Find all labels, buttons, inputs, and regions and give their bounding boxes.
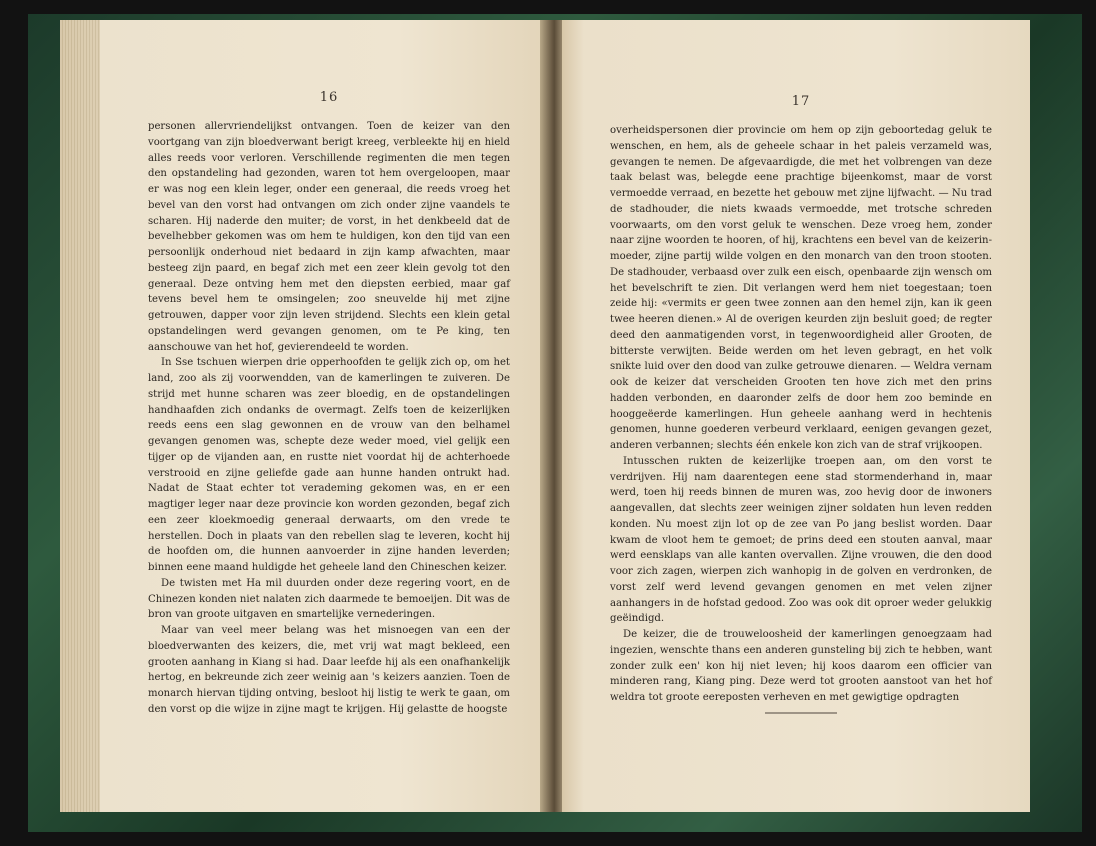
page-edges — [60, 20, 100, 812]
signature-mark — [765, 712, 837, 714]
left-page-text — [148, 119, 510, 718]
left-page — [60, 20, 544, 812]
right-page — [562, 20, 1030, 812]
right-paragraph: De keizer, die de trouweloosheid der kamerlingen genoegzaam had ingezien, wenschte thans een anderen gunsteling bij zich te hebben, want zonder zulk een' kon hij niet leven; hij koos daarom een officier van minderen rang, Kiang ping. Deze werd tot grooten aanstoot van het hof weldra tot groote eereposten verheven en met gewigtige opdragten — [610, 629, 992, 703]
right-page-number: 17 — [791, 94, 811, 109]
left-paragraph: De twisten met Ha mil duurden onder deze regering voort, en de Chinezen konden niet nalaten zich daarmede te bemoeijen. Dit was de bron van groote uitgaven en smartelijke vernederingen. — [148, 577, 510, 621]
left-paragraph: Maar van veel meer belang was het misnoegen van een der bloedverwanten des keizers, die, met vrij wat magt bekleed, een grooten aanhang in Kiang si had. Daar leefde hij als een onafhankelijk hertog, en bekreunde zich zeer weinig aan 's keizers aanzien. Toen de monarch hiervan tijding ontving, besloot hij listig te werk te gaan, om den vorst op die wijze in zijne magt te krijgen. Hij gelastte de hoogste — [148, 625, 510, 715]
right-paragraph: overheidspersonen dier provincie om hem op zijn geboortedag geluk te wenschen, en hem, als de geheele schaar in het paleis verzameld was, gevangen te nemen. De afgevaardigde, die met het volbrengen van deze taak belast was, belegde eene prachtige bijeenkomst, maar de vorst vermoedde verraad, en bezette het gebouw met zijne lijfwacht. — Nu trad de stadhouder, die niets kwaads vermoedde, met trotsche schreden voorwaarts, om den vorst geluk te wenschen. Deze vroeg hem, zonder naar zijne woorden te hooren, of hij, krachtens een bevel van de keizerin-moeder, zijne partij wilde volgen en den monarch van den troon stooten. De stadhouder, verbaasd over zulk een eisch, openbaarde zijn wensch om het bevelschrift te zien. Dit verlangen werd hem niet toegestaan; toen zeide hij: «vermits er geen twee zonnen aan den hemel zijn, kan ik geen twee heeren dienen.» Al de overigen keurden zijn besluit goed; de regter deed den aanmatigenden vorst, in tegenwoordigheid aller Grooten, de bitterste verwijten. Beide werden om het leven gebragt, en het volk snikte luid over den dood van zulke getrouwe dienaren. — Weldra vernam ook de keizer dat verscheiden Grooten ten hove zich met den prins hadden verbonden, en daaronder zelfs de door hem zoo beminde en hooggeëerde kamerlingen. Hun geheele aanhang werd in hechtenis genomen, hunne goederen verbeurd verklaard, eenigen gevangen gezet, anderen verbannen; slechts één enkele kon zich van de straf vrijkoopen. — [610, 125, 992, 451]
right-paragraph: Intusschen rukten de keizerlijke troepen aan, om den vorst te verdrijven. Hij nam daarentegen eene stad stormenderhand in, maar werd, toen hij reeds binnen de muren was, zoo hevig door de inwoners aangevallen, dat slechts zeer weinigen zijner soldaten hun leven redden konden. Nu moest zijn lot op de zee van Po jang beslist worden. Daar kwam de vloot hem te gemoet; de prins deed een stouten aanval, maar werd eensklaps van alle kanten overvallen. Zijne vrouwen, die den dood voor zich zagen, wierpen zich wanhopig in de golven en verdronken, de vorst zelf werd levend gevangen genomen en met velen zijner aanhangers in de hofstad gedood. Zoo was ook dit oproer weder gelukkig geëindigd. — [610, 455, 992, 625]
right-page-text — [610, 123, 992, 706]
left-paragraph: In Sse tschuen wierpen drie opperhoofden te gelijk zich op, om het land, zoo als zij voorwendden, van de kamerlingen te zuiveren. De strijd met hunne scharen was zeer bloedig, en de opstandelingen handhaafden zich ondanks de overmagt. Zelfs toen de keizerlijken reeds eens een slag gewonnen en de vrouw van den belhamel gevangen genomen was, schepte deze weder moed, viel gelijk een tijger op de vijanden aan, en rustte niet voordat hij de achterhoede verstrooid en zijne geliefde gade aan hunne handen ontrukt had. Nadat de Staat echter tot verademing gekomen was, en er een magtiger leger naar deze provincie kon worden gezonden, begaf zich een zeer kloekmoedig generaal derwaarts, om den vrede te herstellen. Doch in plaats van den rebellen slag te leveren, kocht hij de hoofden om, die hunnen aanvoerder in zijne handen leverden; binnen eene maand huldigde het geheele land den Chineschen keizer. — [148, 357, 510, 573]
left-page-number: 16 — [319, 90, 339, 105]
left-paragraph: personen allervriendelijkst ontvangen. Toen de keizer van den voortgang van zijn bloedverwant berigt kreeg, verbleekte hij en hield alles reeds voor verloren. Verschillende regimenten die men tegen den opstandeling had gezonden, waren tot hem overgeloopen, maar er was nog een klein leger, onder een generaal, die reeds vroeg het bevel van den vorst had ontvangen om zich onder zijne vaandels te scharen. Hij naderde den muiter; de vorst, in het denkbeeld dat de bevelhebber gekomen was om hem te huldigen, kon den tijd van een persoonlijk onderhoud niet bedaard in zijn kamp afwachten, maar besteeg zijn paard, en begaf zich met een zeer klein gevolg tot den generaal. Deze ontving hem met den diepsten eerbied, maar gaf tevens bevel hem te omsingelen; zoo sneuvelde hij met zijne getrouwen, dapper voor zijn leven strijdend. Slechts een klein getal opstandelingen werd gevangen genomen, om te Pe king, ten aanschouwe van het hof, gevierendeeld te worden. — [148, 121, 510, 353]
